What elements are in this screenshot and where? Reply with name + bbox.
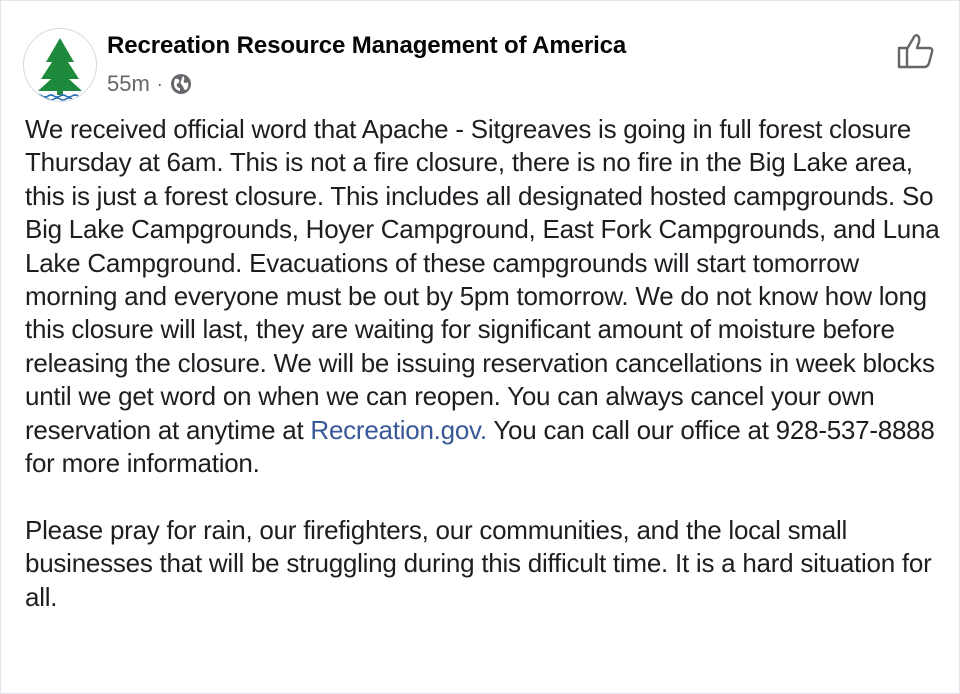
page-name-link[interactable]: Recreation Resource Management of America <box>107 32 627 59</box>
post-timestamp[interactable]: 55m <box>107 71 150 96</box>
post-paragraph-2: Please pray for rain, our firefighters, our communities, and the local small businesses that will be struggling during this difficult time. It is a hard situation for all. <box>25 514 932 612</box>
globe-icon[interactable] <box>170 73 192 95</box>
post-text-segment: You can call our office at 928-537-8888 for more information. <box>25 414 935 479</box>
post-paragraph-1 <box>25 113 945 480</box>
recreation-gov-link[interactable]: Recreation.gov. <box>310 414 487 445</box>
tree-logo-icon <box>24 29 96 101</box>
page-avatar[interactable] <box>23 28 97 102</box>
post-meta <box>107 71 192 97</box>
thumbs-up-icon[interactable] <box>895 31 939 71</box>
post-text-segment: We received official word that Apache - Sitgreaves is going in full forest closure Thursday at 6am. This is not a fire closure, there is no fire in the Big Lake area, this is just a forest closure. This includes all designated hosted campgrounds. So Big Lake Campgrounds, Hoyer Campground, East Fork Campgrounds, and Luna Lake Campground. Evacuations of these campgrounds will start tomorrow morning and everyone must be out by 5pm tomorrow. We do not know how long this closure will last, they are waiting for significant amount of moisture before releasing the closure. We will be issuing reservation cancellations in week blocks until we get word on when we can reopen. You can always cancel your own reservation at anytime at <box>25 114 940 445</box>
meta-separator: · <box>156 73 163 94</box>
post-body <box>25 113 945 614</box>
